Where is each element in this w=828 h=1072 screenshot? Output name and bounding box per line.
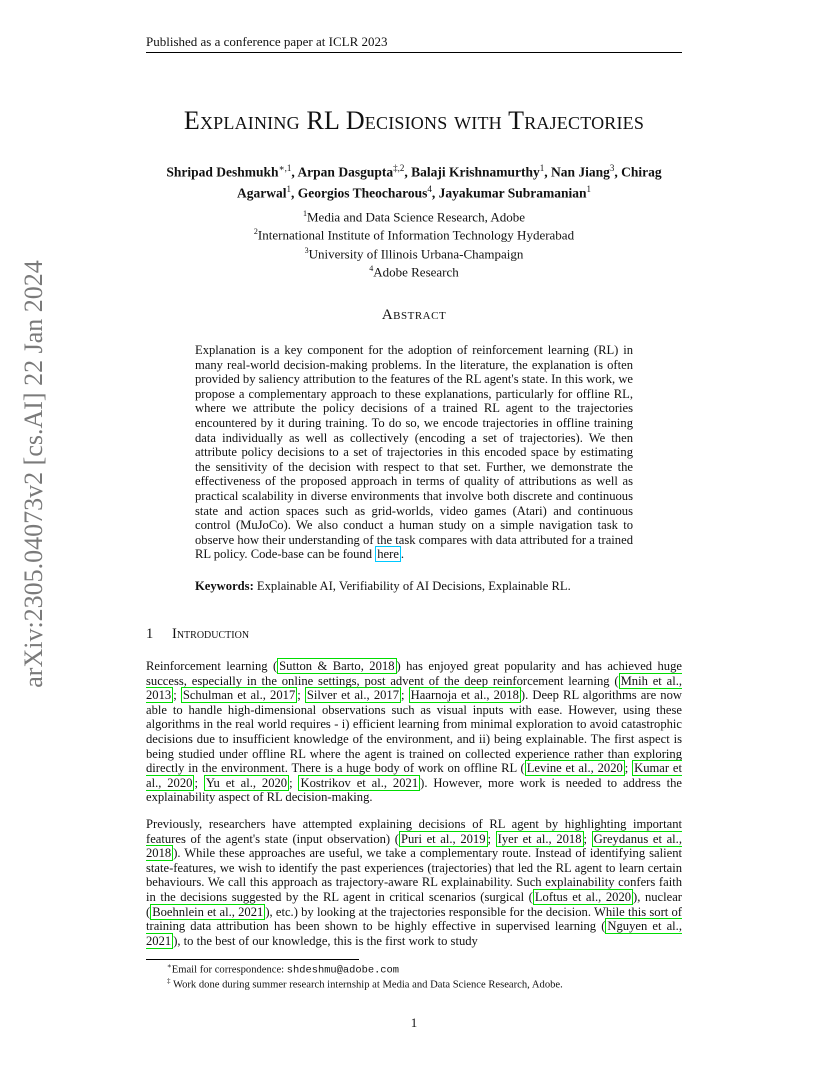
affiliation bbox=[146, 224, 682, 242]
citation-link[interactable]: Levine et al., 2020 bbox=[526, 761, 623, 776]
paragraph-text: ; bbox=[289, 775, 299, 790]
footnote-2-text: Work done during summer research internship at Media and Data Science Research, Adobe. bbox=[170, 979, 563, 991]
abstract-text: Explanation is a key component for the adoption of reinforcement learning (RL) in many real-world decision-making problems. In the literature, the explanation is often provided by saliency attribution to the features of the RL agent's state. In this work, we propose a complementary approach to these explanations, particularly for offline RL, where we attribute the policy decisions of a trained RL agent to the trajectories encountered by it during training. To do so, we encode trajectories in offline training data individually as well as collectively (encoding a set of trajectories). We then attribute policy decisions to a set of trajectories in this encoded space by estimating the sensitivity of the decision with respect to that set. Further, we demonstrate the effectiveness of the proposed approach in terms of quality of attributions as well as practical scalability in diverse environments that involve both discrete and continuous state and action spaces such as grid-worlds, video games (Atari) and continuous control (MuJoCo). We also conduct a human study on a simple navigation task to observe how their understanding of the task compares with data attributed for a trained RL policy. Code-base can be found bbox=[195, 343, 633, 562]
author-affil-mark: 4 bbox=[427, 183, 432, 194]
citation-link[interactable]: Kumar et al., 2020 bbox=[146, 761, 682, 790]
paragraph-text: ). However, more work is needed to address the explainability aspect of RL decision-making. bbox=[146, 775, 682, 805]
affiliation-mark: 2 bbox=[253, 227, 258, 237]
citation-link[interactable]: Kostrikov et al., 2021 bbox=[300, 775, 419, 790]
author-name: Balaji Krishnamurthy bbox=[411, 164, 540, 180]
citation-link[interactable]: Nguyen et al., 2021 bbox=[146, 919, 682, 948]
running-header: Published as a conference paper at ICLR 2023 bbox=[146, 34, 388, 49]
citation-link[interactable]: Silver et al., 2017 bbox=[306, 688, 400, 703]
code-link[interactable]: here bbox=[377, 547, 399, 562]
footnote-1-text: Email for correspondence: bbox=[171, 964, 287, 976]
affiliation bbox=[146, 206, 682, 224]
author-affil-mark: 1 bbox=[539, 163, 545, 173]
author-name: Chirag Agarwal bbox=[236, 164, 662, 200]
citation-link[interactable]: Haarnoja et al., 2018 bbox=[410, 688, 519, 703]
citation-link[interactable]: Loftus et al., 2020 bbox=[534, 889, 632, 904]
keywords-label: Keywords: bbox=[195, 579, 254, 593]
affiliation-mark: 3 bbox=[304, 245, 309, 255]
affiliation-mark: 1 bbox=[302, 209, 307, 218]
intro-paragraph-1 bbox=[146, 659, 682, 805]
citation-link[interactable]: Schulman et al., 2017 bbox=[182, 688, 296, 703]
intro-paragraph-2 bbox=[146, 817, 682, 948]
footnote-rule bbox=[146, 959, 359, 960]
footnote-2 bbox=[167, 977, 563, 991]
paragraph-text: ; bbox=[194, 775, 204, 790]
citation-link[interactable]: Greydanus et al., 2018 bbox=[146, 831, 682, 861]
citation-link[interactable]: Sutton & Barto, 2018 bbox=[279, 659, 395, 673]
author-affil-mark: ‡,2 bbox=[393, 163, 405, 173]
paragraph-text: ), to the best of our knowledge, this is the first work to study bbox=[173, 933, 478, 948]
paragraph-text: ; bbox=[401, 688, 409, 703]
paragraph-text: ). While these approaches are useful, we take a complementary route. Instead of identifying salient state-features, we wish to identify the past experiences (trajectories) that led the RL agent to learn certain behaviours. We call this approach as trajectory-aware RL explainability. Such explainability confers faith in the decisions suggested by the RL agent in critical scenarios (surgical ( bbox=[146, 846, 682, 904]
footnote-1-mark: ∗ bbox=[167, 962, 172, 970]
paragraph-text: ; bbox=[583, 831, 592, 846]
citation-link[interactable]: Mnih et al., 2013 bbox=[146, 673, 683, 703]
author-name: Nan Jiang bbox=[550, 164, 610, 180]
citation-link[interactable]: Puri et al., 2019 bbox=[400, 831, 486, 846]
affiliation-text: International Institute of Information Technology Hyderabad bbox=[257, 227, 575, 243]
keywords-line bbox=[195, 579, 633, 594]
footnote-1 bbox=[167, 962, 399, 977]
affiliation-text: Adobe Research bbox=[373, 264, 459, 280]
section-heading bbox=[146, 626, 249, 643]
paragraph-text: ; bbox=[173, 688, 181, 703]
abstract-body: Explanation is a key component for the adoption of reinforcement learning (RL) in many real-world decision-making problems. In the literature, the explanation is often provided by saliency attribution to the features of the RL agent's state. In this work, we propose a complementary approach to these explanations, particularly for offline RL, where we attribute the policy decisions of a trained RL agent to the trajectories encountered by it during training. To do so, we encode trajectories in offline training data individually as well as collectively (encoding a set of trajectories). We then attribute policy decisions to a set of trajectories in this encoded space by estimating the sensitivity of the decision with respect to that set. Further, we demonstrate the effectiveness of the proposed approach in terms of quality of attributions as well as practical scalability in diverse environments that involve both discrete and continuous state and action spaces such as grid-worlds, video games (Atari) and continuous control (MuJoCo). We also conduct a human study on a simple navigation task to observe how their understanding of the task compares with data attributed for a trained RL policy. Code-base can be found here . bbox=[195, 343, 633, 562]
section-title: Introduction bbox=[172, 626, 250, 642]
author-affil-mark: ∗,1 bbox=[278, 163, 292, 173]
paragraph-text: ; bbox=[487, 831, 496, 846]
author-name: Arpan Dasgupta bbox=[297, 164, 394, 180]
paragraph-text: ), etc.) by looking at the trajectories responsible for the decision. While this sort of training data attribution has been shown to be highly effective in supervised learning ( bbox=[146, 904, 682, 934]
affiliation bbox=[146, 243, 682, 261]
paragraph-text: ; bbox=[297, 688, 305, 703]
header-rule bbox=[146, 52, 682, 53]
page-number: 1 bbox=[410, 1015, 418, 1030]
author-name: Jayakumar Subramanian bbox=[438, 185, 587, 200]
affiliation bbox=[146, 261, 682, 279]
author-affil-mark: 3 bbox=[609, 163, 615, 173]
affiliation-mark: 4 bbox=[369, 263, 374, 273]
affiliation-text: Media and Data Science Research, Adobe bbox=[306, 209, 526, 225]
citation-link[interactable]: Boehnlein et al., 2021 bbox=[152, 904, 264, 919]
author-affil-mark: 1 bbox=[286, 183, 291, 194]
citation-link[interactable]: Yu et al., 2020 bbox=[205, 775, 288, 790]
abstract-heading: Abstract bbox=[381, 307, 447, 323]
affiliation-text: University of Illinois Urbana-Champaign bbox=[308, 245, 524, 261]
author-affil-mark: 1 bbox=[586, 183, 592, 194]
paragraph-text: Previously, researchers have attempted explaining decisions of RL agent by highlighting important features of the agent's state (input observation) ( bbox=[146, 817, 682, 846]
section-number: 1 bbox=[146, 626, 154, 642]
paragraph-text: ) has enjoyed great popularity and has achieved huge success, especially in the online settings, post advent of the deep reinforcement learning ( bbox=[146, 659, 682, 688]
author-name: Shripad Deshmukh bbox=[166, 164, 279, 180]
keywords-text: Explainable AI, Verifiability of AI Decisions, Explainable RL. bbox=[256, 579, 571, 593]
paragraph-text: ; bbox=[624, 761, 633, 776]
footnote-email[interactable]: shdeshmu@adobe.com bbox=[286, 964, 400, 977]
author-list: Shripad Deshmukh$^{∗,1}$, Arpan Dasgupta$^{\ddagger,2}$, Balaji Krishnamurthy$^1$, Nan Jiang$^3$, Chirag Agarwal$^1$, Georgios Theocharous$^4$, Jayakumar Subramanian$^1$ bbox=[166, 163, 662, 200]
arxiv-side-stamp: arXiv:2305.04073v2 [cs.AI] 22 Jan 2024 bbox=[19, 260, 48, 688]
paragraph-text: ). Deep RL algorithms are now able to handle high-dimensional observations such as visual inputs with ease. However, using these algorithms in the real world requires - i) efficient learning from minimal exploration to avoid catastrophic decisions due to insufficient knowledge of the environment, and ii) being explainable. The first aspect is being studied under offline RL where the agent is trained on collected experience rather than exploring directly in the environment. There is a huge body of work on offline RL ( bbox=[146, 688, 682, 776]
paper-title: Explaining RL Decisions with Trajectories bbox=[183, 106, 645, 135]
footnote-2-mark: ‡ bbox=[167, 977, 171, 985]
paragraph-text: Reinforcement learning ( bbox=[146, 659, 278, 673]
citation-link[interactable]: Iyer et al., 2018 bbox=[497, 831, 582, 846]
author-name: Georgios Theocharous bbox=[297, 185, 428, 200]
affiliation-list bbox=[146, 206, 682, 279]
paragraph-text: ), nuclear ( bbox=[146, 889, 682, 919]
